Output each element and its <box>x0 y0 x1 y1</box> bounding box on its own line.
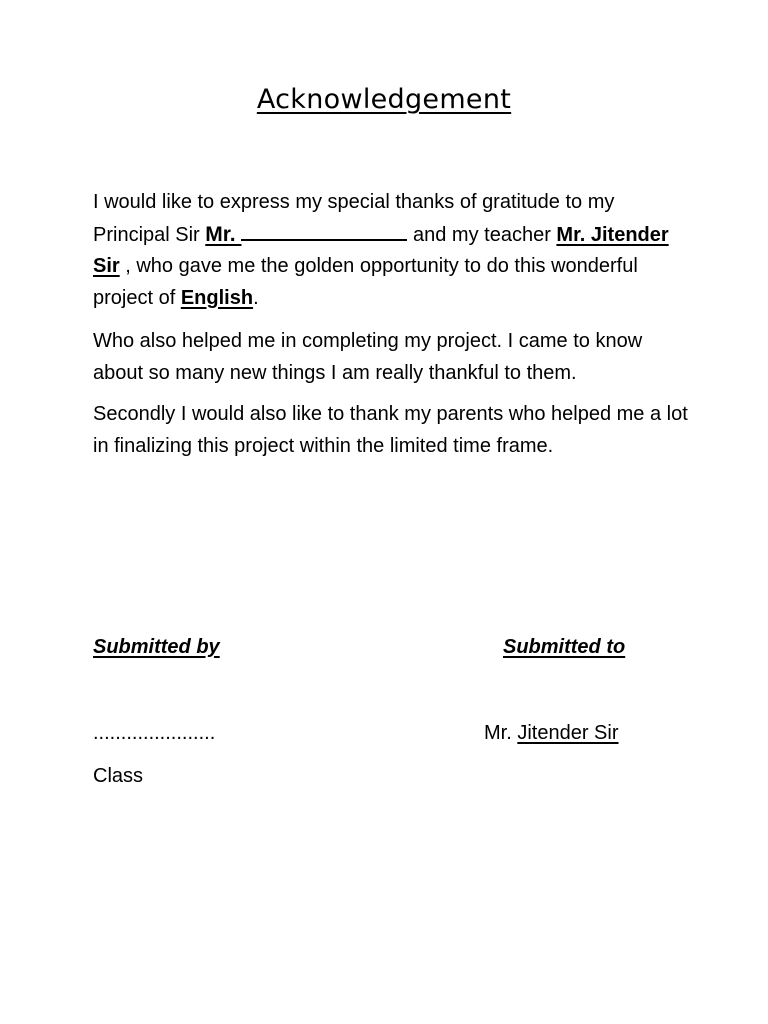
page-title: Acknowledgement <box>256 84 512 115</box>
submitted-by-label: Submitted by <box>93 636 220 658</box>
help-paragraph: Who also helped me in completing my project. I came to know about so many new things I am really thankful to them. <box>93 330 643 384</box>
gratitude-paragraph <box>93 187 693 314</box>
gratitude-text-middle: and my teacher <box>407 223 557 246</box>
subject-name: English <box>180 286 254 309</box>
gratitude-text-period: . <box>253 286 259 309</box>
gratitude-text-end: , who gave me the golden opportunity to do this wonderful project of <box>93 255 638 309</box>
submitted-to-label: Submitted to <box>503 636 626 658</box>
student-name-placeholder: ...................... <box>93 722 216 744</box>
teacher-prefix: Mr. <box>484 722 518 744</box>
class-label: Class <box>93 765 144 787</box>
submitted-to-teacher-name: Jitender Sir <box>517 722 619 744</box>
submitted-to-teacher <box>484 722 619 745</box>
principal-name-prefix: Mr. <box>205 222 242 246</box>
principal-name-blank <box>241 225 407 241</box>
teacher-name: Mr. Jitender Sir <box>93 223 669 277</box>
gratitude-text-start: I would like to express my special thanks of gratitude to my Principal Sir <box>93 191 615 246</box>
parents-paragraph: Secondly I would also like to thank my parents who helped me a lot in finalizing this project within the limited time frame. <box>93 403 688 457</box>
